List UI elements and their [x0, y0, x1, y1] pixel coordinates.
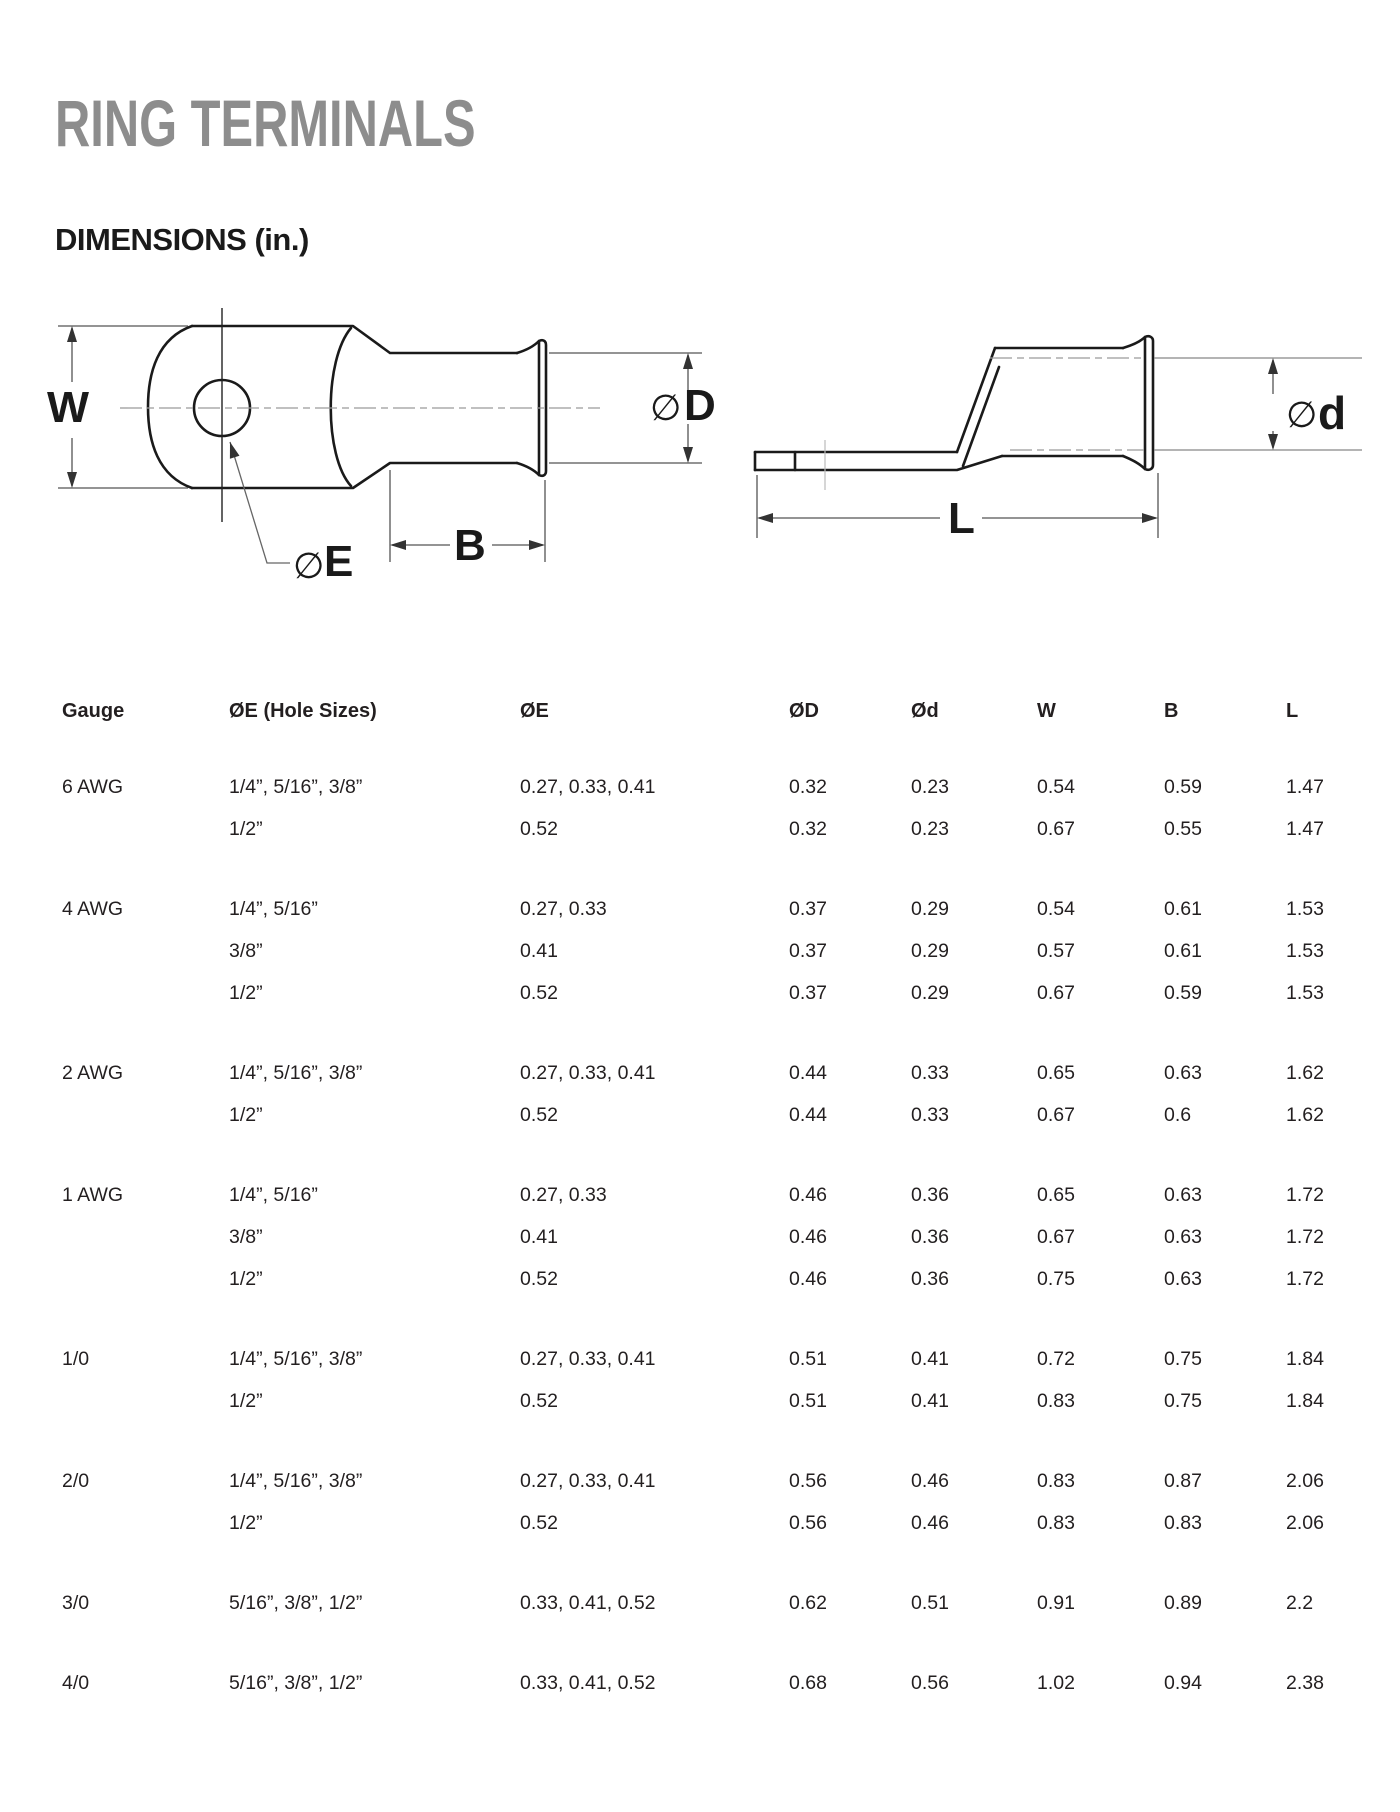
table-row — [62, 1258, 1374, 1300]
cell-l: 2.06 — [1286, 1511, 1324, 1534]
cell-gauge: 3/0 — [62, 1591, 90, 1614]
cell-od-small: 0.23 — [911, 775, 949, 798]
cell-od: 0.46 — [789, 1225, 827, 1248]
cell-w: 0.75 — [1037, 1267, 1075, 1290]
cell-od-small: 0.29 — [911, 939, 949, 962]
cell-b: 0.89 — [1164, 1591, 1202, 1614]
cell-od: 0.44 — [789, 1061, 827, 1084]
cell-w: 0.83 — [1037, 1389, 1075, 1412]
dim-label-e-hole: E — [324, 537, 354, 586]
dimensions-table — [62, 690, 1374, 1704]
table-body — [62, 766, 1374, 1704]
cell-od-small: 0.29 — [911, 897, 949, 920]
diameter-symbol: ∅ — [650, 387, 682, 428]
cell-od: 0.56 — [789, 1511, 827, 1534]
cell-od-small: 0.29 — [911, 981, 949, 1004]
cell-od: 0.51 — [789, 1389, 827, 1412]
cell-b: 0.63 — [1164, 1061, 1202, 1084]
cell-oe: 0.27, 0.33, 0.41 — [520, 1347, 656, 1370]
cell-hole-sizes: 1/4”, 5/16” — [229, 1183, 318, 1206]
cell-l: 2.06 — [1286, 1469, 1324, 1492]
table-row — [62, 888, 1374, 930]
cell-oe: 0.52 — [520, 981, 558, 1004]
cell-w: 0.67 — [1037, 1103, 1075, 1126]
cell-l: 1.62 — [1286, 1103, 1324, 1126]
cell-hole-sizes: 1/2” — [229, 1103, 263, 1126]
table-row — [62, 766, 1374, 808]
column-header-b: B — [1164, 699, 1179, 722]
table-row — [62, 1338, 1374, 1380]
cell-oe: 0.33, 0.41, 0.52 — [520, 1671, 656, 1694]
cell-oe: 0.27, 0.33 — [520, 897, 607, 920]
cell-gauge: 2 AWG — [62, 1061, 124, 1084]
table-row — [62, 1460, 1374, 1502]
cell-od: 0.32 — [789, 817, 827, 840]
cell-od-small: 0.46 — [911, 1469, 949, 1492]
cell-gauge: 1/0 — [62, 1347, 90, 1370]
column-header-hole-sizes: ØE (Hole Sizes) — [229, 699, 377, 722]
cell-b: 0.61 — [1164, 897, 1202, 920]
cell-hole-sizes: 1/2” — [229, 1389, 263, 1412]
cell-hole-sizes: 1/2” — [229, 817, 263, 840]
cell-od: 0.32 — [789, 775, 827, 798]
cell-od-small: 0.36 — [911, 1225, 949, 1248]
table-header-row — [62, 690, 1374, 732]
cell-l: 1.47 — [1286, 775, 1324, 798]
cell-b: 0.87 — [1164, 1469, 1202, 1492]
cell-od: 0.37 — [789, 939, 827, 962]
cell-gauge: 4/0 — [62, 1671, 90, 1694]
cell-b: 0.83 — [1164, 1511, 1202, 1534]
cell-oe: 0.52 — [520, 1267, 558, 1290]
cell-w: 0.67 — [1037, 981, 1075, 1004]
column-header-l: L — [1286, 699, 1299, 722]
cell-oe: 0.41 — [520, 1225, 558, 1248]
cell-gauge: 2/0 — [62, 1469, 90, 1492]
cell-w: 0.57 — [1037, 939, 1075, 962]
cell-od-small: 0.33 — [911, 1103, 949, 1126]
oe-leader-arrow — [230, 442, 240, 459]
cell-l: 1.53 — [1286, 897, 1324, 920]
cell-b: 0.63 — [1164, 1183, 1202, 1206]
cell-w: 0.83 — [1037, 1511, 1075, 1534]
cell-hole-sizes: 1/4”, 5/16”, 3/8” — [229, 1347, 363, 1370]
column-header-oe: ØE — [520, 699, 549, 722]
cell-w: 0.67 — [1037, 817, 1075, 840]
diagram-side-view — [650, 290, 1370, 590]
cell-od-small: 0.41 — [911, 1389, 949, 1412]
table-row — [62, 1052, 1374, 1094]
cell-hole-sizes: 1/2” — [229, 1267, 263, 1290]
cell-oe: 0.52 — [520, 1103, 558, 1126]
cell-l: 1.47 — [1286, 817, 1324, 840]
column-header-od: ØD — [789, 699, 819, 722]
diameter-symbol: ∅ — [293, 545, 325, 586]
cell-gauge: 4 AWG — [62, 897, 124, 920]
table-row — [62, 930, 1374, 972]
cell-od-small: 0.36 — [911, 1267, 949, 1290]
cell-b: 0.94 — [1164, 1671, 1202, 1694]
table-row — [62, 972, 1374, 1014]
column-header-w: W — [1037, 699, 1056, 722]
table-row — [62, 1174, 1374, 1216]
cell-hole-sizes: 1/4”, 5/16”, 3/8” — [229, 1469, 363, 1492]
column-header-od-small: Ød — [911, 699, 939, 722]
cell-w: 0.91 — [1037, 1591, 1075, 1614]
table-row — [62, 1216, 1374, 1258]
cell-l: 1.62 — [1286, 1061, 1324, 1084]
cell-oe: 0.27, 0.33, 0.41 — [520, 1061, 656, 1084]
cell-b: 0.61 — [1164, 939, 1202, 962]
gauge-group — [62, 888, 1374, 1014]
diagram-top-view — [40, 290, 720, 590]
page-title: RING TERMINALS — [55, 86, 476, 160]
table-row — [62, 1380, 1374, 1422]
gauge-group — [62, 766, 1374, 850]
cell-od-small: 0.41 — [911, 1347, 949, 1370]
dim-label-l: L — [948, 494, 975, 543]
cell-od: 0.44 — [789, 1103, 827, 1126]
cell-l: 2.2 — [1286, 1591, 1314, 1614]
cell-od: 0.56 — [789, 1469, 827, 1492]
cell-w: 0.67 — [1037, 1225, 1075, 1248]
cell-od-small: 0.46 — [911, 1511, 949, 1534]
cell-oe: 0.52 — [520, 1389, 558, 1412]
cell-od: 0.51 — [789, 1347, 827, 1370]
gauge-group — [62, 1582, 1374, 1624]
cell-od-small: 0.33 — [911, 1061, 949, 1084]
cell-l: 1.53 — [1286, 939, 1324, 962]
table-row — [62, 1094, 1374, 1136]
cell-b: 0.63 — [1164, 1267, 1202, 1290]
gauge-group — [62, 1052, 1374, 1136]
cell-hole-sizes: 3/8” — [229, 939, 263, 962]
cell-l: 1.84 — [1286, 1389, 1324, 1412]
dim-label-d-inner: d — [1318, 387, 1347, 439]
cell-b: 0.59 — [1164, 981, 1202, 1004]
gauge-group — [62, 1460, 1374, 1544]
dim-label-b: B — [454, 521, 486, 570]
cell-l: 1.84 — [1286, 1347, 1324, 1370]
cell-oe: 0.27, 0.33, 0.41 — [520, 1469, 656, 1492]
table-row — [62, 1582, 1374, 1624]
cell-oe: 0.52 — [520, 817, 558, 840]
cell-b: 0.6 — [1164, 1103, 1192, 1126]
gauge-group — [62, 1338, 1374, 1422]
cell-w: 0.54 — [1037, 897, 1075, 920]
cell-oe: 0.27, 0.33, 0.41 — [520, 775, 656, 798]
cell-l: 1.72 — [1286, 1183, 1324, 1206]
cell-gauge: 1 AWG — [62, 1183, 124, 1206]
cell-oe: 0.33, 0.41, 0.52 — [520, 1591, 656, 1614]
cell-b: 0.75 — [1164, 1347, 1202, 1370]
cell-od: 0.37 — [789, 897, 827, 920]
cell-gauge: 6 AWG — [62, 775, 124, 798]
cell-od-small: 0.23 — [911, 817, 949, 840]
cell-l: 1.53 — [1286, 981, 1324, 1004]
cell-hole-sizes: 3/8” — [229, 1225, 263, 1248]
terminal-outline-top — [148, 326, 546, 488]
oe-leader-line — [230, 442, 290, 563]
table-row — [62, 1662, 1374, 1704]
table-row — [62, 808, 1374, 850]
cell-w: 1.02 — [1037, 1671, 1075, 1694]
cell-od: 0.46 — [789, 1267, 827, 1290]
cell-od: 0.68 — [789, 1671, 827, 1694]
cell-hole-sizes: 1/2” — [229, 1511, 263, 1534]
diameter-symbol: ∅ — [1286, 394, 1318, 435]
section-title: DIMENSIONS (in.) — [55, 222, 309, 257]
cell-od: 0.62 — [789, 1591, 827, 1614]
cell-oe: 0.41 — [520, 939, 558, 962]
cell-w: 0.72 — [1037, 1347, 1075, 1370]
gauge-group — [62, 1174, 1374, 1300]
cell-oe: 0.27, 0.33 — [520, 1183, 607, 1206]
cell-b: 0.55 — [1164, 817, 1202, 840]
cell-hole-sizes: 5/16”, 3/8”, 1/2” — [229, 1591, 363, 1614]
cell-hole-sizes: 1/4”, 5/16” — [229, 897, 318, 920]
cell-w: 0.65 — [1037, 1183, 1075, 1206]
cell-hole-sizes: 1/4”, 5/16”, 3/8” — [229, 1061, 363, 1084]
cell-od-small: 0.56 — [911, 1671, 949, 1694]
cell-w: 0.83 — [1037, 1469, 1075, 1492]
cell-od-small: 0.51 — [911, 1591, 949, 1614]
cell-od-small: 0.36 — [911, 1183, 949, 1206]
cell-hole-sizes: 5/16”, 3/8”, 1/2” — [229, 1671, 363, 1694]
cell-l: 1.72 — [1286, 1267, 1324, 1290]
cell-od: 0.46 — [789, 1183, 827, 1206]
cell-hole-sizes: 1/4”, 5/16”, 3/8” — [229, 775, 363, 798]
cell-l: 2.38 — [1286, 1671, 1324, 1694]
cell-b: 0.63 — [1164, 1225, 1202, 1248]
cell-w: 0.54 — [1037, 775, 1075, 798]
od-bore-dimension-arrows — [1268, 358, 1278, 450]
cell-w: 0.65 — [1037, 1061, 1075, 1084]
cell-hole-sizes: 1/2” — [229, 981, 263, 1004]
dim-label-w: W — [47, 383, 90, 432]
cell-oe: 0.52 — [520, 1511, 558, 1534]
cell-b: 0.75 — [1164, 1389, 1202, 1412]
cell-od: 0.37 — [789, 981, 827, 1004]
dim-label-d-outer: D — [684, 381, 716, 430]
column-header-gauge: Gauge — [62, 699, 125, 722]
table-row — [62, 1502, 1374, 1544]
cell-l: 1.72 — [1286, 1225, 1324, 1248]
cell-b: 0.59 — [1164, 775, 1202, 798]
gauge-group — [62, 1662, 1374, 1704]
